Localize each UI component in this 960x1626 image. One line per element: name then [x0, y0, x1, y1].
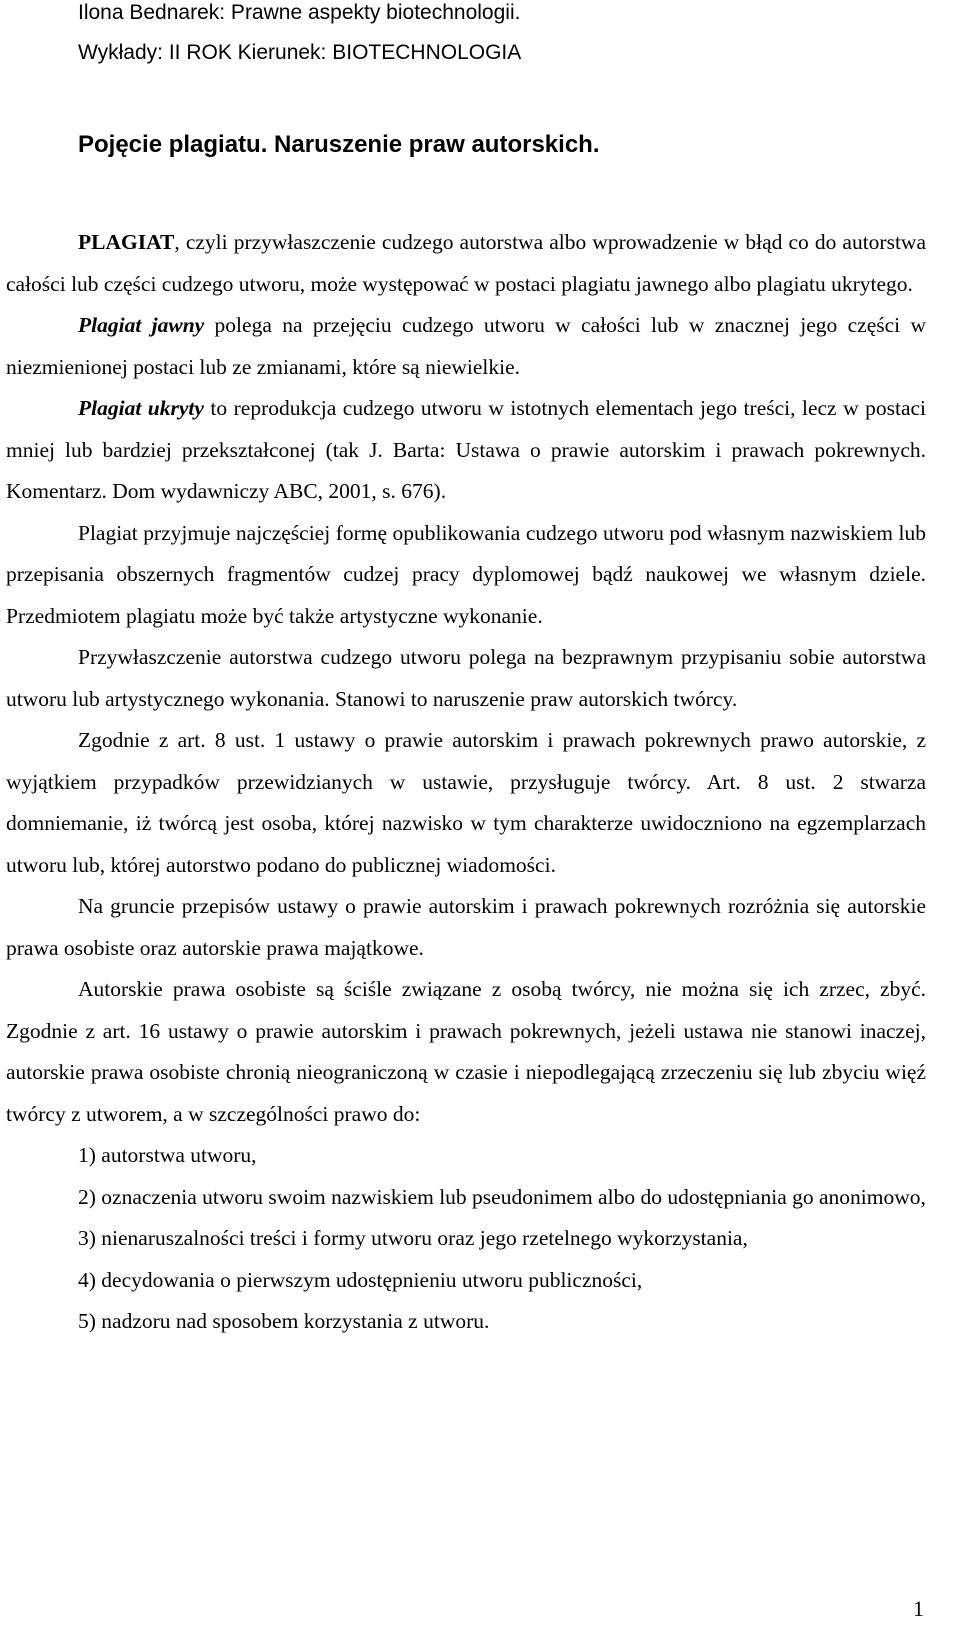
paragraph-plagiat-jawny [6, 305, 926, 388]
paragraph-plagiat-forms: Plagiat przyjmuje najczęściej formę opublikowania cudzego utworu pod własnym nazwiskiem lub przepisania obszernych fragmentów cudzej pracy dyplomowej bądź naukowej we własnym dziele. Przedmiotem plagiatu może być także artystyczne wykonanie. [6, 520, 926, 628]
paragraph-rights-types: Na gruncie przepisów ustawy o prawie autorskim i prawach pokrewnych rozróżnia się autorskie prawa osobiste oraz autorskie prawa majątkowe. [6, 894, 926, 960]
paragraph-art-8: Zgodnie z art. 8 ust. 1 ustawy o prawie autorskim i prawach pokrewnych prawo autorskie, z wyjątkiem przypadków przewidzianych w ustawie, przysługuje twórcy. Art. 8 ust. 2 stwarza domniemanie, iż twórcą jest osoba, której nazwisko w tym charakterze uwidoczniono na egzemplarzach utworu lub, której autorstwo podano do publicznej wiadomości. [6, 728, 926, 877]
paragraph-personal-rights: Autorskie prawa osobiste są ściśle związane z osobą twórcy, nie można się ich zrzec, zbyć. Zgodnie z art. 16 ustawy o prawie autorskim i prawach pokrewnych, jeżeli ustawa nie stanowi inaczej, autorskie prawa osobiste chronią nieograniczoną w czasie i niepodlegającą zrzeczeniu się lub zbyciu więź twórcy z utworem, a w szczególności prawo do: [6, 977, 926, 1126]
list-item: 4) decydowania o pierwszym udostępnieniu utworu publiczności, [78, 1267, 643, 1292]
header-author-line: Ilona Bednarek: Prawne aspekty biotechnologii. [78, 1, 521, 24]
document-title: Pojęcie plagiatu. Naruszenie praw autorskich. [78, 131, 600, 158]
header-course-line: Wykłady: II ROK Kierunek: BIOTECHNOLOGIA [78, 41, 522, 64]
list-item: 1) autorstwa utworu, [78, 1143, 257, 1167]
list-item: 5) nadzoru nad sposobem korzystania z utworu. [78, 1309, 490, 1333]
paragraph-appropriation: Przywłaszczenie autorstwa cudzego utworu polega na bezprawnym przypisaniu sobie autorstwa utworu lub artystycznego wykonania. Stanowi to naruszenie praw autorskich twórcy. [6, 645, 926, 711]
paragraph-text: , czyli przywłaszczenie cudzego autorstwa albo wprowadzenie w błąd co do autorstwa całości lub części cudzego utworu, może występować w postaci plagiatu jawnego albo plagiatu ukrytego. [6, 230, 926, 296]
document-body [6, 222, 926, 1343]
paragraph-text: polega na przejęciu cudzego utworu w całości lub w znacznej jego części w niezmienionej postaci lub ze zmianami, które są niewielkie. [6, 313, 926, 379]
list-item: 2) oznaczenia utworu swoim nazwiskiem lub pseudonimem albo do udostępniania go anonimowo, [78, 1184, 926, 1209]
term-plagiat-jawny: Plagiat jawny [78, 313, 205, 337]
page-number: 1 [913, 1596, 924, 1621]
list-item: 3) nienaruszalności treści i formy utworu oraz jego rzetelnego wykorzystania, [78, 1226, 748, 1250]
paragraph-text: to reprodukcja cudzego utworu w istotnych elementach jego treści, lecz w postaci mniej lub bardziej przekształconej (tak J. Barta: Ustawa o prawie autorskim i prawach pokrewnych. Komentarz. Dom wydawniczy ABC, 2001, s. 676). [6, 396, 927, 503]
paragraph-plagiat-definition [6, 222, 926, 305]
term-plagiat-ukryty: Plagiat ukryty [78, 396, 204, 420]
term-plagiat: PLAGIAT [78, 230, 175, 254]
paragraph-plagiat-ukryty [6, 388, 926, 513]
